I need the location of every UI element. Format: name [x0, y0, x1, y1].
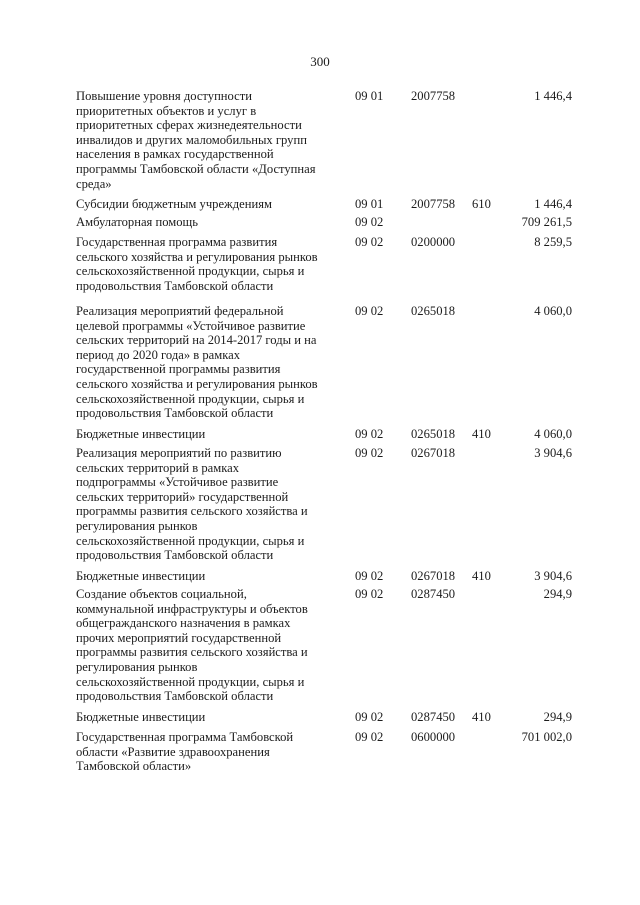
row-amount: 4 060,0: [534, 427, 572, 441]
row-name: [76, 215, 346, 230]
row-name-line: сельского хозяйства и регулирования рынков: [76, 249, 318, 264]
row-expense-type: 410: [472, 710, 491, 724]
row-name-line: продовольствия Тамбовской области: [76, 406, 274, 421]
row-amount: 709 261,5: [521, 215, 572, 229]
row-name-line: прочих мероприятий государственной: [76, 630, 282, 645]
row-amount: 1 446,4: [534, 197, 572, 211]
row-name-line: программы развития сельского хозяйства и: [76, 504, 308, 519]
row-expense-type: 410: [472, 569, 491, 583]
row-name-line: Тамбовской области»: [76, 759, 192, 774]
row-section-code: 09 02: [355, 215, 384, 229]
row-section-code: 09 02: [355, 730, 384, 744]
row-amount: 294,9: [543, 587, 572, 601]
row-name-line: программы развития сельского хозяйства и: [76, 645, 308, 660]
row-name-line: продовольствия Тамбовской области: [76, 278, 274, 293]
row-name-line: Бюджетные инвестиции: [76, 569, 206, 583]
row-name-line: населения в рамках государственной: [76, 147, 274, 162]
row-name-line: сельских территорий» государственной: [76, 489, 289, 504]
row-name-line: период до 2020 года» в рамках: [76, 347, 241, 362]
row-name-line: Амбулаторная помощь: [76, 215, 198, 229]
row-name-line: регулирования рынков: [76, 518, 198, 533]
row-name-line: Государственная программа Тамбовской: [76, 730, 294, 744]
row-name-line: Субсидии бюджетным учреждениям: [76, 197, 272, 211]
row-name: [76, 710, 346, 725]
row-amount: 294,9: [543, 710, 572, 724]
row-section-code: 09 02: [355, 446, 384, 460]
row-name-line: Повышение уровня доступности: [76, 89, 252, 103]
row-amount: 3 904,6: [534, 446, 572, 460]
row-section-code: 09 02: [355, 304, 384, 318]
row-section-code: 09 02: [355, 569, 384, 583]
row-name: [76, 446, 346, 563]
row-amount: 1 446,4: [534, 89, 572, 103]
row-target-article: 0287450: [411, 710, 456, 724]
row-name: [76, 197, 346, 212]
row-amount: 8 259,5: [534, 235, 572, 249]
row-expense-type: 410: [472, 427, 491, 441]
row-target-article: 0267018: [411, 569, 456, 583]
row-name: [76, 89, 346, 191]
row-name-line: сельских территорий в рамках: [76, 460, 240, 475]
row-name-line: Бюджетные инвестиции: [76, 427, 206, 441]
row-name-line: сельскохозяйственной продукции, сырья и: [76, 264, 305, 279]
row-section-code: 09 01: [355, 89, 384, 103]
row-name: [76, 569, 346, 584]
row-name-line: области «Развитие здравоохранения: [76, 744, 270, 759]
row-target-article: 0200000: [411, 235, 456, 249]
row-name-line: продовольствия Тамбовской области: [76, 689, 274, 704]
row-amount: 3 904,6: [534, 569, 572, 583]
row-target-article: 0265018: [411, 304, 456, 318]
row-target-article: 0287450: [411, 587, 456, 601]
row-name-line: общегражданского назначения в рамках: [76, 616, 291, 631]
row-section-code: 09 01: [355, 197, 384, 211]
row-name-line: программы Тамбовской области «Доступная: [76, 161, 316, 176]
row-name-line: приоритетных объектов и услуг в: [76, 103, 257, 118]
row-name-line: регулирования рынков: [76, 659, 198, 674]
row-name-line: Реализация мероприятий по развитию: [76, 446, 282, 460]
row-target-article: 0600000: [411, 730, 456, 744]
row-name: [76, 730, 346, 774]
row-section-code: 09 02: [355, 235, 384, 249]
row-name-line: Реализация мероприятий федеральной: [76, 304, 284, 318]
row-name: [76, 587, 346, 704]
row-amount: 4 060,0: [534, 304, 572, 318]
row-name-line: сельскохозяйственной продукции, сырья и: [76, 391, 305, 406]
row-name-line: подпрограммы «Устойчивое развитие: [76, 475, 279, 490]
row-expense-type: 610: [472, 197, 491, 211]
page-number: 300: [310, 54, 330, 69]
row-section-code: 09 02: [355, 587, 384, 601]
row-name: [76, 304, 346, 421]
row-name-line: коммунальной инфраструктуры и объектов: [76, 601, 308, 616]
row-name: [76, 427, 346, 442]
row-name-line: сельскохозяйственной продукции, сырья и: [76, 533, 305, 548]
row-name-line: Государственная программа развития: [76, 235, 278, 249]
row-target-article: 2007758: [411, 89, 456, 103]
row-name-line: среда»: [76, 176, 112, 191]
row-name-line: инвалидов и других маломобильных групп: [76, 132, 307, 147]
row-name-line: государственной программы развития: [76, 362, 281, 377]
row-name-line: целевой программы «Устойчивое развитие: [76, 318, 306, 333]
row-target-article: 0265018: [411, 427, 456, 441]
row-target-article: 0267018: [411, 446, 456, 460]
row-name-line: сельского хозяйства и регулирования рынков: [76, 376, 318, 391]
row-name-line: продовольствия Тамбовской области: [76, 548, 274, 563]
row-name-line: сельскохозяйственной продукции, сырья и: [76, 674, 305, 689]
row-name-line: Создание объектов социальной,: [76, 587, 247, 601]
row-target-article: 2007758: [411, 197, 456, 211]
row-section-code: 09 02: [355, 710, 384, 724]
row-name: [76, 235, 346, 293]
row-section-code: 09 02: [355, 427, 384, 441]
row-name-line: приоритетных сферах жизнедеятельности: [76, 118, 302, 133]
row-amount: 701 002,0: [521, 730, 572, 744]
row-name-line: Бюджетные инвестиции: [76, 710, 206, 724]
row-name-line: сельских территорий на 2014-2017 годы и на: [76, 333, 317, 348]
